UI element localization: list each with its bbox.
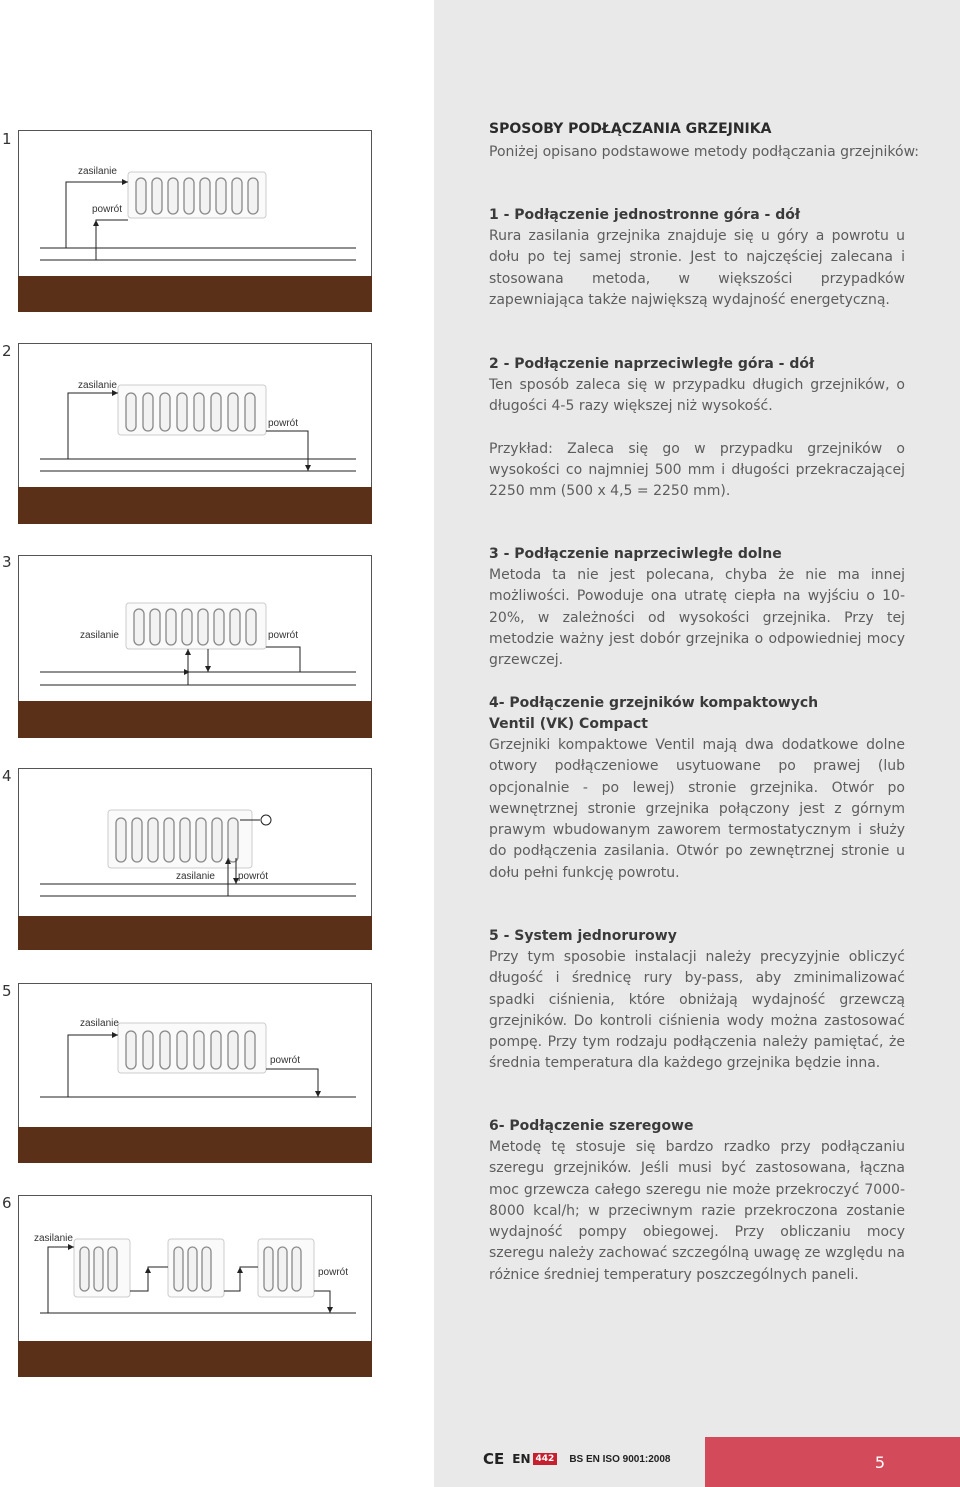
section-5-text [489,926,905,1075]
return-label: powrót [270,1055,301,1066]
section-paragraph: Przy tym sposobie instalacji należy precyzyjnie obliczyć długość i średnicę rury by-pass, aby zminimalizować spadki ciśnienia, które obniżają wydajność grzewczą grzejników. Do kontroli ciśnienia wody można zastosować pompę. Przy tym rodzaju podłączenia należy pamiętać, że średnia temperatura dla każdego grzejnika będzie inna. [489,949,905,1072]
section-3-text [489,544,905,671]
section-number-5: 5 [2,982,12,1000]
supply-label: zasilanie [78,166,117,177]
diagram-opposite-top-bottom [18,343,372,524]
section-4-text [489,693,905,884]
section-paragraph: Metoda ta nie jest polecana, chyba że nie ma innej możliwości. Powoduje ona utratę ciepła na wyjściu o 10-20%, w zależności od wysokości grzejnika. Przy tej metodzie ważny jest dobór grzejnika o odpowiedniej mocy grzewczej. [489,567,905,669]
section-6-text [489,1116,905,1286]
diagram-single-pipe [18,983,372,1163]
section-paragraph: Rura zasilania grzejnika znajduje się u góry a powrotu u dołu po tej samej stronie. Jest to najczęściej zalecana i stosowana metoda, w większości przypadków zapewniająca także największą wydajność energetyczną. [489,228,905,308]
supply-label: zasilanie [78,380,117,391]
section-number-4: 4 [2,767,12,785]
iso-certificate: BS EN ISO 9001:2008 [569,1453,671,1465]
page-subtitle: Poniżej opisano podstawowe metody podłączania grzejników: [489,144,919,160]
return-label: powrót [318,1267,349,1278]
section-number-6: 6 [2,1194,12,1212]
section-number-1: 1 [2,130,12,148]
en442-mark [512,1452,557,1466]
section-heading: 3 - Podłączenie naprzeciwległe dolne [489,546,782,562]
supply-label: zasilanie [34,1233,73,1244]
page-number-box [705,1437,960,1487]
page-number: 5 [874,1453,885,1472]
section-paragraph: Przykład: Zaleca się go w przypadku grzejników o wysokości co najmniej 500 mm i długości przekraczającej 2250 mm (500 x 4,5 = 2250 mm). [489,440,905,500]
section-heading: 4- Podłączenie grzejników kompaktowych [489,695,819,711]
ce-mark: CE [483,1450,505,1468]
section-2-text [489,354,905,502]
en-text: EN [512,1452,531,1466]
section-paragraph: Metodę tę stosuje się bardzo rzadko przy podłączaniu szeregu grzejników. Jeśli musi być zastosowana, łączna moc grzewcza całego szeregu nie może przekroczyć 7000-8000 kcal/h; w przeciwnym razie przekroczona zostanie wydajność pompy obiegowej. Przy obliczaniu mocy szeregu należy zachować szczególną uwagę ze względu na różnice średniej temperatury poszczególnych paneli. [489,1139,905,1283]
section-heading: 5 - System jednorurowy [489,928,677,944]
supply-label: zasilanie [80,1018,119,1029]
en-badge: 442 [533,1453,558,1465]
diagram-series [18,1195,372,1377]
return-label: powrót [268,418,299,429]
supply-label: zasilanie [176,871,215,882]
section-1-text [489,205,905,311]
return-label: powrót [238,871,269,882]
diagram-compact [18,768,372,950]
certification-logos [483,1447,670,1471]
diagram-opposite-bottom [18,555,372,738]
section-number-3: 3 [2,553,12,571]
section-heading: 2 - Podłączenie naprzeciwległe góra - dół [489,356,815,372]
section-paragraph: Ten sposób zaleca się w przypadku długich grzejników, o długości 4-5 razy większej niż wysokość. [489,377,905,415]
section-subheading: Ventil (VK) Compact [489,716,648,732]
section-number-2: 2 [2,342,12,360]
supply-label: zasilanie [80,630,119,641]
diagram-one-sided [18,130,372,312]
section-heading: 6- Podłączenie szeregowe [489,1118,694,1134]
return-label: powrót [268,630,299,641]
section-paragraph: Grzejniki kompaktowe Ventil mają dwa dodatkowe dolne otwory podłączeniowe usytuowane po prawej (lub opcjonalnie - po lewej) stronie grzejnika. Otwór po wewnętrznej stronie grzejnika połączony jest z górnym prawym wbudowanym zaworem termostatycznym i służy do podłączenia zasilania. Otwór po zewnętrznej stronie u dołu pełni funkcję powrotu. [489,737,905,881]
section-heading: 1 - Podłączenie jednostronne góra - dół [489,207,801,223]
page-title: SPOSOBY PODŁĄCZANIA GRZEJNIKA [489,121,772,137]
return-label: powrót [92,204,123,215]
